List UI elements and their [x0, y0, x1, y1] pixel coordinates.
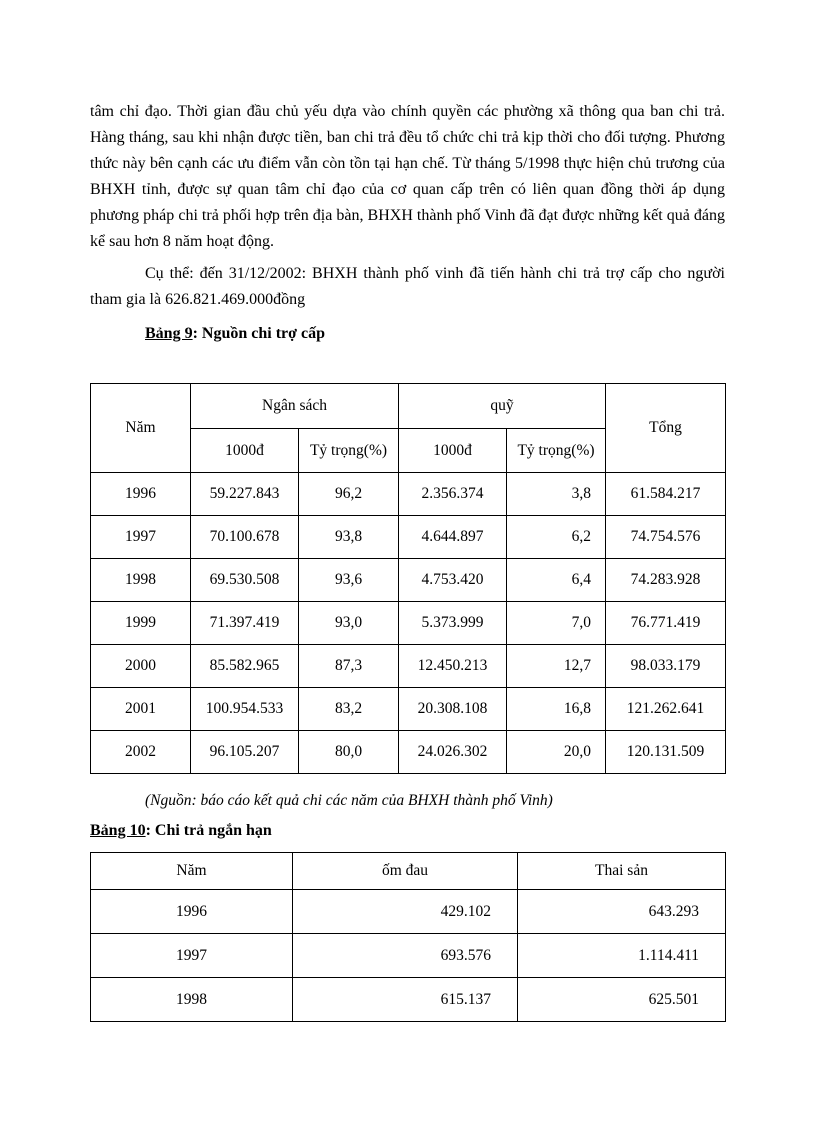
table-cell: 1999	[91, 602, 191, 645]
paragraph-detail: Cụ thể: đến 31/12/2002: BHXH thành phố vinh đã tiến hành chi trả trợ cấp cho người tham gia là 626.821.469.000đồng	[90, 265, 725, 308]
table-cell: 80,0	[299, 731, 399, 774]
column-header-ngan-sach: Ngân sách	[191, 384, 399, 429]
table10-header	[91, 853, 726, 890]
table-row	[91, 688, 726, 731]
table10-body	[91, 890, 726, 1022]
column-header-ngan-sach-ty-trong: Tỷ trọng(%)	[299, 429, 399, 473]
table-cell: 1998	[91, 978, 293, 1022]
column-header-quy: quỹ	[399, 384, 606, 429]
table-cell: 24.026.302	[399, 731, 507, 774]
table10-title-label: Bảng 10	[90, 822, 146, 839]
table-cell: 643.293	[518, 890, 726, 934]
column-header-nam: Năm	[91, 853, 293, 890]
table-cell: 93,8	[299, 516, 399, 559]
table10-title-rest: : Chi trả ngắn hạn	[145, 822, 272, 839]
table-cell: 74.283.928	[606, 559, 726, 602]
table-cell: 3,8	[507, 473, 606, 516]
table-cell: 2002	[91, 731, 191, 774]
table-cell: 87,3	[299, 645, 399, 688]
table-cell: 93,6	[299, 559, 399, 602]
table-cell: 59.227.843	[191, 473, 299, 516]
table10-title	[90, 822, 725, 840]
table-cell: 20.308.108	[399, 688, 507, 731]
table-cell: 615.137	[293, 978, 518, 1022]
table-row	[91, 516, 726, 559]
table-cell: 96,2	[299, 473, 399, 516]
table-cell: 96.105.207	[191, 731, 299, 774]
column-header-quy-ty-trong: Tỷ trọng(%)	[507, 429, 606, 473]
column-header-ngan-sach-1000d: 1000đ	[191, 429, 299, 473]
table-cell: 1997	[91, 934, 293, 978]
table9-header	[91, 384, 726, 473]
table-row	[91, 978, 726, 1022]
column-header-nam: Năm	[91, 384, 191, 473]
table9-title	[145, 325, 725, 343]
column-header-quy-1000d: 1000đ	[399, 429, 507, 473]
table-cell: 12.450.213	[399, 645, 507, 688]
table-cell: 70.100.678	[191, 516, 299, 559]
table-cell: 6,2	[507, 516, 606, 559]
table-cell: 1.114.411	[518, 934, 726, 978]
table-cell: 12,7	[507, 645, 606, 688]
table-cell: 2001	[91, 688, 191, 731]
table-cell: 429.102	[293, 890, 518, 934]
table9-header-row-1	[91, 384, 726, 429]
table-cell: 85.582.965	[191, 645, 299, 688]
table-cell: 74.754.576	[606, 516, 726, 559]
table-cell: 98.033.179	[606, 645, 726, 688]
table-cell: 83,2	[299, 688, 399, 731]
table-cell: 1998	[91, 559, 191, 602]
table-cell: 120.131.509	[606, 731, 726, 774]
table-cell: 1996	[91, 473, 191, 516]
table-cell: 76.771.419	[606, 602, 726, 645]
table-chi-tra-ngan-han	[90, 852, 726, 1022]
table9-title-rest: : Nguồn chi trợ cấp	[192, 325, 325, 342]
table9-title-label: Bảng 9	[145, 325, 193, 342]
table-row	[91, 934, 726, 978]
table-cell: 7,0	[507, 602, 606, 645]
table10-header-row	[91, 853, 726, 890]
table-cell: 5.373.999	[399, 602, 507, 645]
table-cell: 693.576	[293, 934, 518, 978]
table-cell: 1996	[91, 890, 293, 934]
table-nguon-chi-tro-cap	[90, 383, 726, 774]
table-row	[91, 602, 726, 645]
table-cell: 100.954.533	[191, 688, 299, 731]
table-cell: 625.501	[518, 978, 726, 1022]
paragraph-intro: tâm chỉ đạo. Thời gian đầu chủ yếu dựa vào chính quyền các phường xã thông qua ban chi trả. Hàng tháng, sau khi nhận được tiền, ban chi trả đều tổ chức chi trả kịp thời cho đối tượng. Phương thức này bên cạnh các ưu điểm vẫn còn tồn tại hạn chế. Từ tháng 5/1998 thực hiện chủ trương của BHXH tỉnh, được sự quan tâm chỉ đạo của cơ quan cấp trên có liên quan đồng thời áp dụng phương pháp chi trả phối hợp trên địa bàn, BHXH thành phố Vinh đã đạt được những kết quả đáng kể sau hơn 8 năm hoạt động.	[90, 103, 725, 250]
table-row	[91, 473, 726, 516]
table-cell: 4.753.420	[399, 559, 507, 602]
table-cell: 69.530.508	[191, 559, 299, 602]
table-cell: 20,0	[507, 731, 606, 774]
table-cell: 61.584.217	[606, 473, 726, 516]
table9-body	[91, 473, 726, 774]
table-row	[91, 559, 726, 602]
table-row	[91, 645, 726, 688]
source-note: (Nguồn: báo cáo kết quả chi các năm của BHXH thành phố Vinh)	[145, 792, 553, 809]
table-cell: 6,4	[507, 559, 606, 602]
column-header-om-dau: ốm đau	[293, 853, 518, 890]
table-cell: 93,0	[299, 602, 399, 645]
table-row	[91, 731, 726, 774]
table-cell: 2000	[91, 645, 191, 688]
table-row	[91, 890, 726, 934]
table-cell: 71.397.419	[191, 602, 299, 645]
column-header-thai-san: Thai sản	[518, 853, 726, 890]
column-header-tong: Tổng	[606, 384, 726, 473]
table-cell: 1997	[91, 516, 191, 559]
table-cell: 4.644.897	[399, 516, 507, 559]
table-cell: 2.356.374	[399, 473, 507, 516]
table-cell: 16,8	[507, 688, 606, 731]
table-cell: 121.262.641	[606, 688, 726, 731]
